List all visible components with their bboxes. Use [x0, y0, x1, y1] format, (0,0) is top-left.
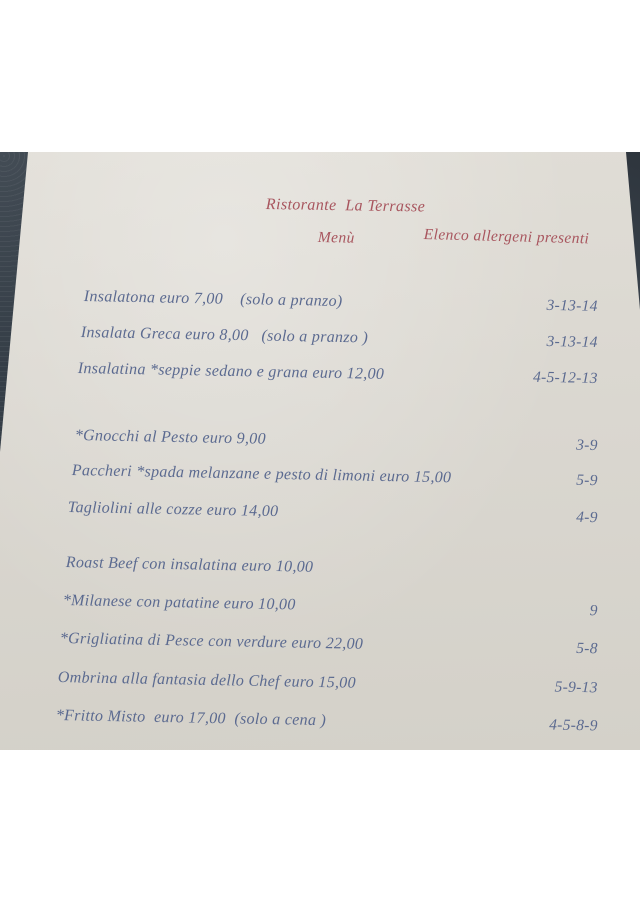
menu-item-row: [68, 499, 598, 527]
item-name: Insalatona euro 7,00 (solo a pranzo): [83, 288, 343, 310]
menu-item-row: [56, 707, 598, 735]
menu-item-row: [66, 554, 598, 582]
item-name: Tagliolini alle cozze euro 14,00: [67, 499, 279, 521]
item-allergens: 3-9: [576, 436, 598, 455]
menu-item-row: [72, 462, 598, 490]
item-allergens: 5-8: [576, 639, 598, 658]
item-name: *Fritto Misto euro 17,00 (solo a cena ): [55, 707, 327, 730]
item-allergens: 3-13-14: [546, 332, 598, 351]
item-name: *Milanese con patatine euro 10,00: [62, 592, 296, 614]
item-allergens: 5-9-13: [554, 678, 598, 697]
item-allergens: 9: [589, 602, 598, 620]
item-name: Roast Beef con insalatina euro 10,00: [65, 554, 314, 576]
item-allergens: 5-9: [576, 471, 598, 490]
item-name: Insalatina *seppie sedano e grana euro 12,00: [77, 360, 385, 383]
menu-paper: [0, 152, 640, 750]
menu-item-row: [58, 669, 598, 697]
item-name: Insalata Greca euro 8,00 (solo a pranzo ): [80, 324, 369, 347]
menu-item-row: [84, 288, 598, 316]
allergen-column-heading: Elenco allergeni presenti: [423, 226, 590, 248]
item-name: Paccheri *spada melanzane e pesto di limoni euro 15,00: [71, 462, 452, 487]
menu-item-row: [78, 360, 598, 388]
item-allergens: 4-9: [576, 508, 598, 527]
restaurant-name: Ristorante La Terrasse: [265, 196, 426, 216]
menu-item-row: [60, 630, 598, 658]
item-name: *Grigliatina di Pesce con verdure euro 22,00: [59, 630, 364, 653]
menu-item-row: [75, 427, 598, 455]
menu-item-row: [63, 592, 598, 620]
menu-photo: [0, 152, 640, 750]
item-allergens: 4-5-8-9: [548, 716, 598, 735]
menu-heading: Menù: [317, 229, 355, 247]
menu-item-row: [81, 324, 598, 352]
item-name: *Gnocchi al Pesto euro 9,00: [74, 427, 266, 448]
item-allergens: 4-5-12-13: [532, 368, 598, 387]
item-allergens: 3-13-14: [546, 296, 598, 315]
item-name: Ombrina alla fantasia dello Chef euro 15,00: [57, 669, 357, 692]
